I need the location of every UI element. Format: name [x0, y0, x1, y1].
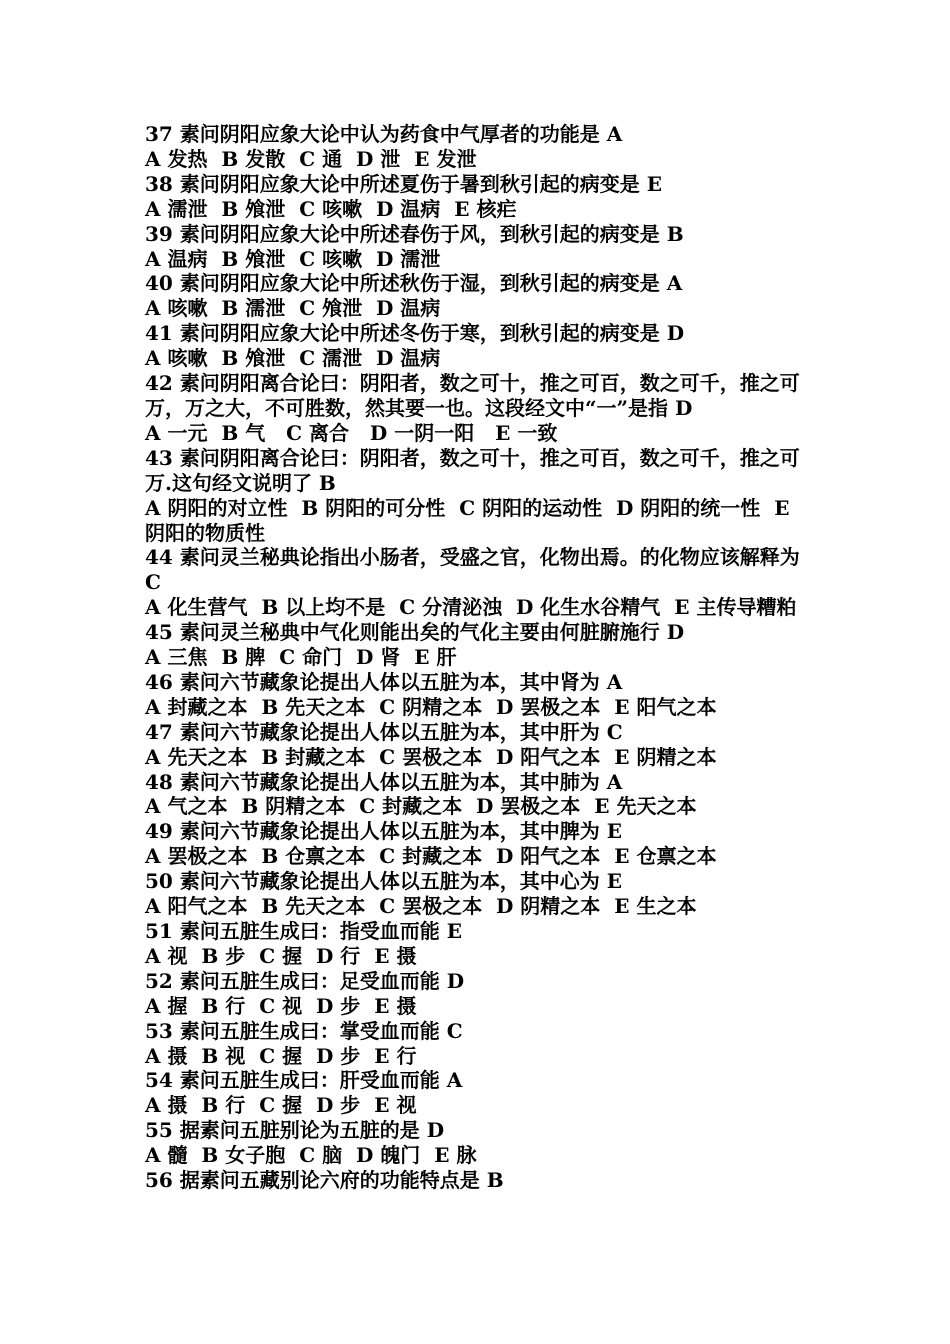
- options-line: A 罢极之本 B 仓禀之本 C 封藏之本 D 阳气之本 E 仓禀之本: [145, 844, 717, 869]
- options-line: A 摄 B 视 C 握 D 步 E 行: [145, 1043, 417, 1068]
- options-line: A 发热 B 发散 C 通 D 泄 E 发泄: [145, 146, 477, 171]
- question-line: 53 素问五脏生成曰：掌受血而能 C: [145, 1018, 463, 1043]
- question-line: 38 素问阴阳应象大论中所述夏伤于暑到秋引起的病变是 E: [145, 171, 663, 196]
- question-line: 47 素问六节藏象论提出人体以五脏为本，其中肝为 C: [145, 719, 623, 744]
- options-line: A 阴阳的对立性 B 阴阳的可分性 C 阴阳的运动性 D 阴阳的统一性 E 阴阳的物质性: [145, 495, 797, 545]
- document-page: [145, 122, 813, 1193]
- question-line: 37 素问阴阳应象大论中认为药食中气厚者的功能是 A: [145, 122, 623, 146]
- question-line: 41 素问阴阳应象大论中所述冬伤于寒，到秋引起的病变是 D: [145, 321, 685, 346]
- question-line: 52 素问五脏生成曰：足受血而能 D: [145, 968, 465, 993]
- options-line: A 摄 B 行 C 握 D 步 E 视: [145, 1093, 417, 1118]
- question-line: 55 据素问五脏别论为五脏的是 D: [145, 1118, 445, 1143]
- question-line: 46 素问六节藏象论提出人体以五脏为本，其中肾为 A: [145, 669, 623, 694]
- question-line: 39 素问阴阳应象大论中所述春伤于风，到秋引起的病变是 B: [145, 221, 684, 246]
- options-line: A 濡泄 B 飧泄 C 咳嗽 D 温病 E 核疟: [145, 196, 517, 221]
- options-line: A 视 B 步 C 握 D 行 E 摄: [145, 943, 417, 968]
- question-line: 51 素问五脏生成曰：指受血而能 E: [145, 919, 463, 943]
- question-line: 56 据素问五藏别论六府的功能特点是 B: [145, 1168, 504, 1193]
- options-line: A 先天之本 B 封藏之本 C 罢极之本 D 阳气之本 E 阴精之本: [145, 744, 717, 769]
- options-line: A 髓 B 女子胞 C 脑 D 魄门 E 脉: [145, 1143, 477, 1168]
- options-line: A 咳嗽 B 飧泄 C 濡泄 D 温病: [145, 346, 441, 371]
- options-line: A 化生营气 B 以上均不是 C 分清泌浊 D 化生水谷精气 E 主传导糟粕: [145, 595, 797, 620]
- question-line: 48 素问六节藏象论提出人体以五脏为本，其中肺为 A: [145, 769, 623, 794]
- options-line: A 气之本 B 阴精之本 C 封藏之本 D 罢极之本 E 先天之本: [145, 794, 697, 819]
- options-line: A 咳嗽 B 濡泄 C 飧泄 D 温病: [145, 296, 441, 321]
- options-line: A 温病 B 飧泄 C 咳嗽 D 濡泄: [145, 246, 441, 271]
- question-line: 42 素问阴阳离合论曰：阴阳者，数之可十，推之可百，数之可千，推之可万，万之大，不可胜数，然其要一也。这段经文中“一”是指 D: [145, 371, 800, 420]
- question-line: 50 素问六节藏象论提出人体以五脏为本，其中心为 E: [145, 869, 623, 894]
- question-line: 44 素问灵兰秘典论指出小肠者，受盛之官，化物出焉。的化物应该解释为 C: [145, 545, 807, 595]
- options-line: A 一元 B 气 C 离合 D 一阴一阳 E 一致: [145, 420, 558, 445]
- question-line: 40 素问阴阳应象大论中所述秋伤于湿，到秋引起的病变是 A: [145, 271, 683, 296]
- options-line: A 握 B 行 C 视 D 步 E 摄: [145, 993, 417, 1018]
- question-line: 49 素问六节藏象论提出人体以五脏为本，其中脾为 E: [145, 819, 623, 844]
- options-line: A 三焦 B 脾 C 命门 D 肾 E 肝: [145, 645, 457, 670]
- options-line: A 阳气之本 B 先天之本 C 罢极之本 D 阴精之本 E 生之本: [145, 894, 697, 919]
- options-line: A 封藏之本 B 先天之本 C 阴精之本 D 罢极之本 E 阳气之本: [145, 694, 717, 719]
- question-line: 43 素问阴阳离合论曰：阴阳者，数之可十，推之可百，数之可千，推之可万.这句经文说明了 B: [145, 445, 800, 495]
- question-line: 54 素问五脏生成曰：肝受血而能 A: [145, 1068, 463, 1093]
- question-line: 45 素问灵兰秘典中气化则能出矣的气化主要由何脏腑施行 D: [145, 620, 685, 645]
